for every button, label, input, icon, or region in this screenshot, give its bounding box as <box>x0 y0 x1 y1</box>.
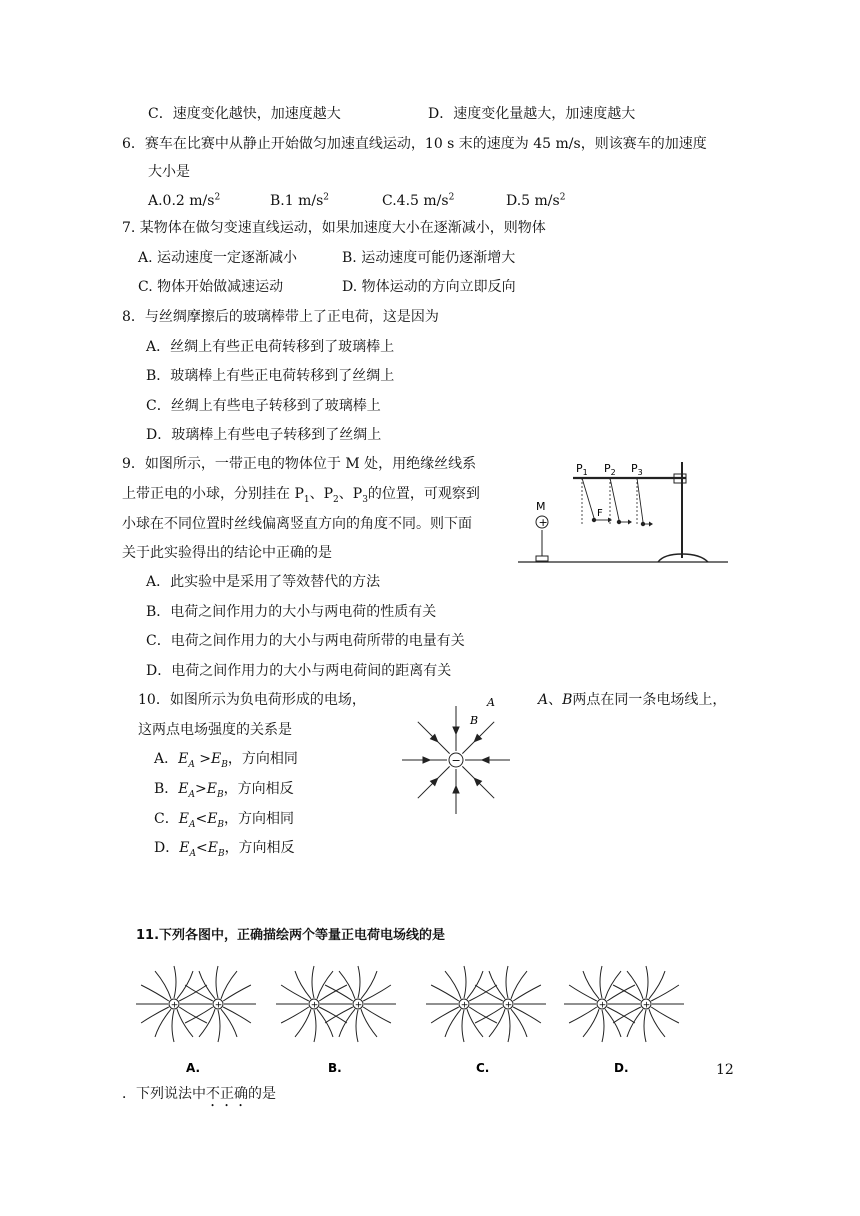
field-line <box>613 985 641 1001</box>
field-line <box>295 1009 311 1037</box>
field-line <box>312 966 314 998</box>
field-line <box>177 1009 193 1037</box>
field-line <box>506 966 508 998</box>
q9-stem-line4: 关于此实验得出的结论中正确的是 <box>122 545 332 561</box>
field-line <box>319 1007 347 1023</box>
field-line <box>172 1010 174 1042</box>
q6-option-c: C.4.5 $m/s^2$ <box>382 192 455 209</box>
charge-sign: + <box>310 1000 319 1011</box>
charge-sign: + <box>460 1000 469 1011</box>
field-line <box>319 985 347 1001</box>
svg-text:P1: $P_1$ <box>576 462 588 477</box>
field-line <box>644 1010 646 1042</box>
field-line <box>513 985 541 1001</box>
field-line <box>185 985 213 1001</box>
q8-stem: 8．与丝绸摩擦后的玻璃棒带上了正电荷，这是因为 <box>122 309 439 325</box>
field-line <box>356 1010 358 1042</box>
field-line <box>569 985 597 1001</box>
q10-fig-minus: − <box>451 754 461 767</box>
field-line <box>613 1007 641 1023</box>
q9-option-a: A．此实验中是采用了等效替代的方法 <box>146 574 381 590</box>
q7-option-a: A. 运动速度一定逐渐减小 <box>138 250 298 266</box>
field-line <box>469 985 497 1001</box>
field-line <box>445 971 461 999</box>
field-line <box>600 966 602 998</box>
field-line <box>325 1007 353 1023</box>
field-line <box>281 1007 309 1023</box>
field-arrow <box>453 727 459 734</box>
q11-label-c: C. <box>476 1061 490 1075</box>
field-line <box>513 1007 541 1023</box>
q6-option-d: D.5 $m/s^2$ <box>506 192 566 209</box>
field-line <box>221 971 237 999</box>
q6-stem-line1: 6．赛车在比赛中从静止开始做匀加速直线运动，10 s 末的速度为 45 m/s，则该赛车的加速度 <box>122 136 707 152</box>
field-line <box>361 1009 377 1037</box>
field-arrow <box>482 757 489 763</box>
q11-panel <box>276 966 396 1042</box>
q9-stem-line1: 9．如图所示，一带正电的物体位于 M 处，用绝缘丝线系 <box>122 456 477 472</box>
q9-option-c: C．电荷之间作用力的大小与两电荷所带的电量有关 <box>146 633 465 649</box>
charge-sign: + <box>354 1000 363 1011</box>
field-line <box>339 971 355 999</box>
field-line <box>223 985 251 1001</box>
field-line <box>462 1010 464 1042</box>
field-line <box>325 985 353 1001</box>
field-arrow <box>453 786 459 793</box>
q8-option-c: C．丝绸上有些电子转移到了玻璃棒上 <box>146 398 381 414</box>
field-line <box>469 1007 497 1023</box>
q10-fig-label-a: A <box>487 696 495 709</box>
q11-label-b: B. <box>328 1061 342 1075</box>
q6-option-a: A.0.2 $m/s^2$ <box>148 192 221 209</box>
field-line <box>363 985 391 1001</box>
q10-stem-line1: 10．如图所示为负电荷形成的电场， <box>138 692 366 708</box>
q11-label-d: D. <box>614 1061 629 1075</box>
field-line <box>223 1007 251 1023</box>
q6-stem-line2: 大小是 <box>148 164 190 180</box>
field-line <box>464 966 466 998</box>
q11-panel <box>426 966 546 1042</box>
field-line <box>141 1007 169 1023</box>
q9-option-b: B．电荷之间作用力的大小与两电荷的性质有关 <box>146 604 437 620</box>
svg-text:P3: $P_3$ <box>631 462 643 477</box>
q8-option-d: D．玻璃棒上有些电子转移到了丝绸上 <box>146 427 382 443</box>
charge-sign: + <box>170 1000 179 1011</box>
field-line <box>607 1007 635 1023</box>
svg-text:P2: $P_2$ <box>604 462 616 477</box>
q5-option-d: D．速度变化量越大，加速度越大 <box>428 106 636 122</box>
field-line <box>216 966 218 998</box>
field-line <box>651 985 679 1001</box>
q10-option-c: C．$E_A<E_B$，方向相同 <box>154 811 295 830</box>
field-line <box>281 985 309 1001</box>
field-line <box>651 1007 679 1023</box>
q5-option-c: C．速度变化越快，加速度越大 <box>148 106 341 122</box>
q7-stem: 7. 某物体在做匀变速直线运动，如果加速度大小在逐渐减小，则物体 <box>122 220 546 236</box>
field-line <box>489 1009 505 1037</box>
q10-stem-line2: 这两点电场强度的关系是 <box>138 722 292 738</box>
q12-number: 12 <box>716 1062 734 1078</box>
field-line <box>141 985 169 1001</box>
field-line <box>511 971 527 999</box>
charge-sign: + <box>214 1000 223 1011</box>
q11-panel <box>136 966 256 1042</box>
field-line <box>317 971 333 999</box>
q9-fig-plus: + <box>538 516 548 529</box>
q8-option-b: B．玻璃棒上有些正电荷转移到了丝绸上 <box>146 368 395 384</box>
charge-sign: + <box>504 1000 513 1011</box>
q11-stem: 11.下列各图中，正确描绘两个等量正电荷电场线的是 <box>136 928 446 943</box>
field-line <box>358 966 360 998</box>
field-line <box>185 1007 213 1023</box>
q11-label-a: A. <box>186 1061 201 1075</box>
q9-fig-f-label: F <box>597 508 603 519</box>
field-line <box>508 1010 510 1042</box>
q10-option-a: A．$E_A >E_B$，方向相同 <box>154 751 298 770</box>
q9-stem-line3: 小球在不同位置时丝线偏离竖直方向的角度不同。则下面 <box>122 516 472 532</box>
field-line <box>199 1009 215 1037</box>
field-line <box>649 1009 665 1037</box>
q8-option-a: A．丝绸上有些正电荷转移到了玻璃棒上 <box>146 339 395 355</box>
q11-figure-panels <box>130 958 720 1076</box>
field-line <box>569 1007 597 1023</box>
q6-option-b: B.1 $m/s^2$ <box>270 192 330 209</box>
q12-stem: ．下列说法中不正确的是 <box>122 1086 276 1102</box>
q9-apparatus-figure <box>518 458 730 566</box>
charge-sign: + <box>642 1000 651 1011</box>
q9-fig-m-label: M <box>536 500 546 513</box>
field-line <box>475 1007 503 1023</box>
field-line <box>583 1009 599 1037</box>
q7-option-c: C. 物体开始做减速运动 <box>138 279 284 295</box>
field-line <box>218 1010 220 1042</box>
field-line <box>602 1010 604 1042</box>
q9-stem-line2: 上带正电的小球，分别挂在 $P_1$、$P_2$、$P_3$的位置，可观察到 <box>122 486 480 505</box>
q11-panel <box>564 966 684 1042</box>
field-line <box>467 1009 483 1037</box>
q10-option-d: D．$E_A<E_B$，方向相反 <box>154 840 295 859</box>
q7-option-d: D. 物体运动的方向立即反向 <box>342 279 516 295</box>
q10-field-figure <box>400 690 516 810</box>
q10-fig-label-b: B <box>470 714 479 727</box>
field-line <box>431 985 459 1001</box>
q10-stem-line1-right: A、B两点在同一条电场线上， <box>538 692 727 708</box>
q7-option-b: B. 运动速度可能仍逐渐增大 <box>342 250 516 266</box>
field-line <box>314 1010 316 1042</box>
charge-sign: + <box>598 1000 607 1011</box>
field-line <box>607 985 635 1001</box>
field-line <box>363 1007 391 1023</box>
field-line <box>155 971 171 999</box>
field-line <box>605 971 621 999</box>
field-line <box>179 985 207 1001</box>
field-line <box>627 971 643 999</box>
q10-option-b: B．$E_A>E_B$，方向相反 <box>154 781 294 800</box>
field-line <box>475 985 503 1001</box>
field-line <box>179 1007 207 1023</box>
q9-option-d: D．电荷之间作用力的大小与两电荷间的距离有关 <box>146 663 452 679</box>
field-line <box>646 966 648 998</box>
field-line <box>174 966 176 998</box>
field-line <box>431 1007 459 1023</box>
field-arrow <box>423 757 430 763</box>
